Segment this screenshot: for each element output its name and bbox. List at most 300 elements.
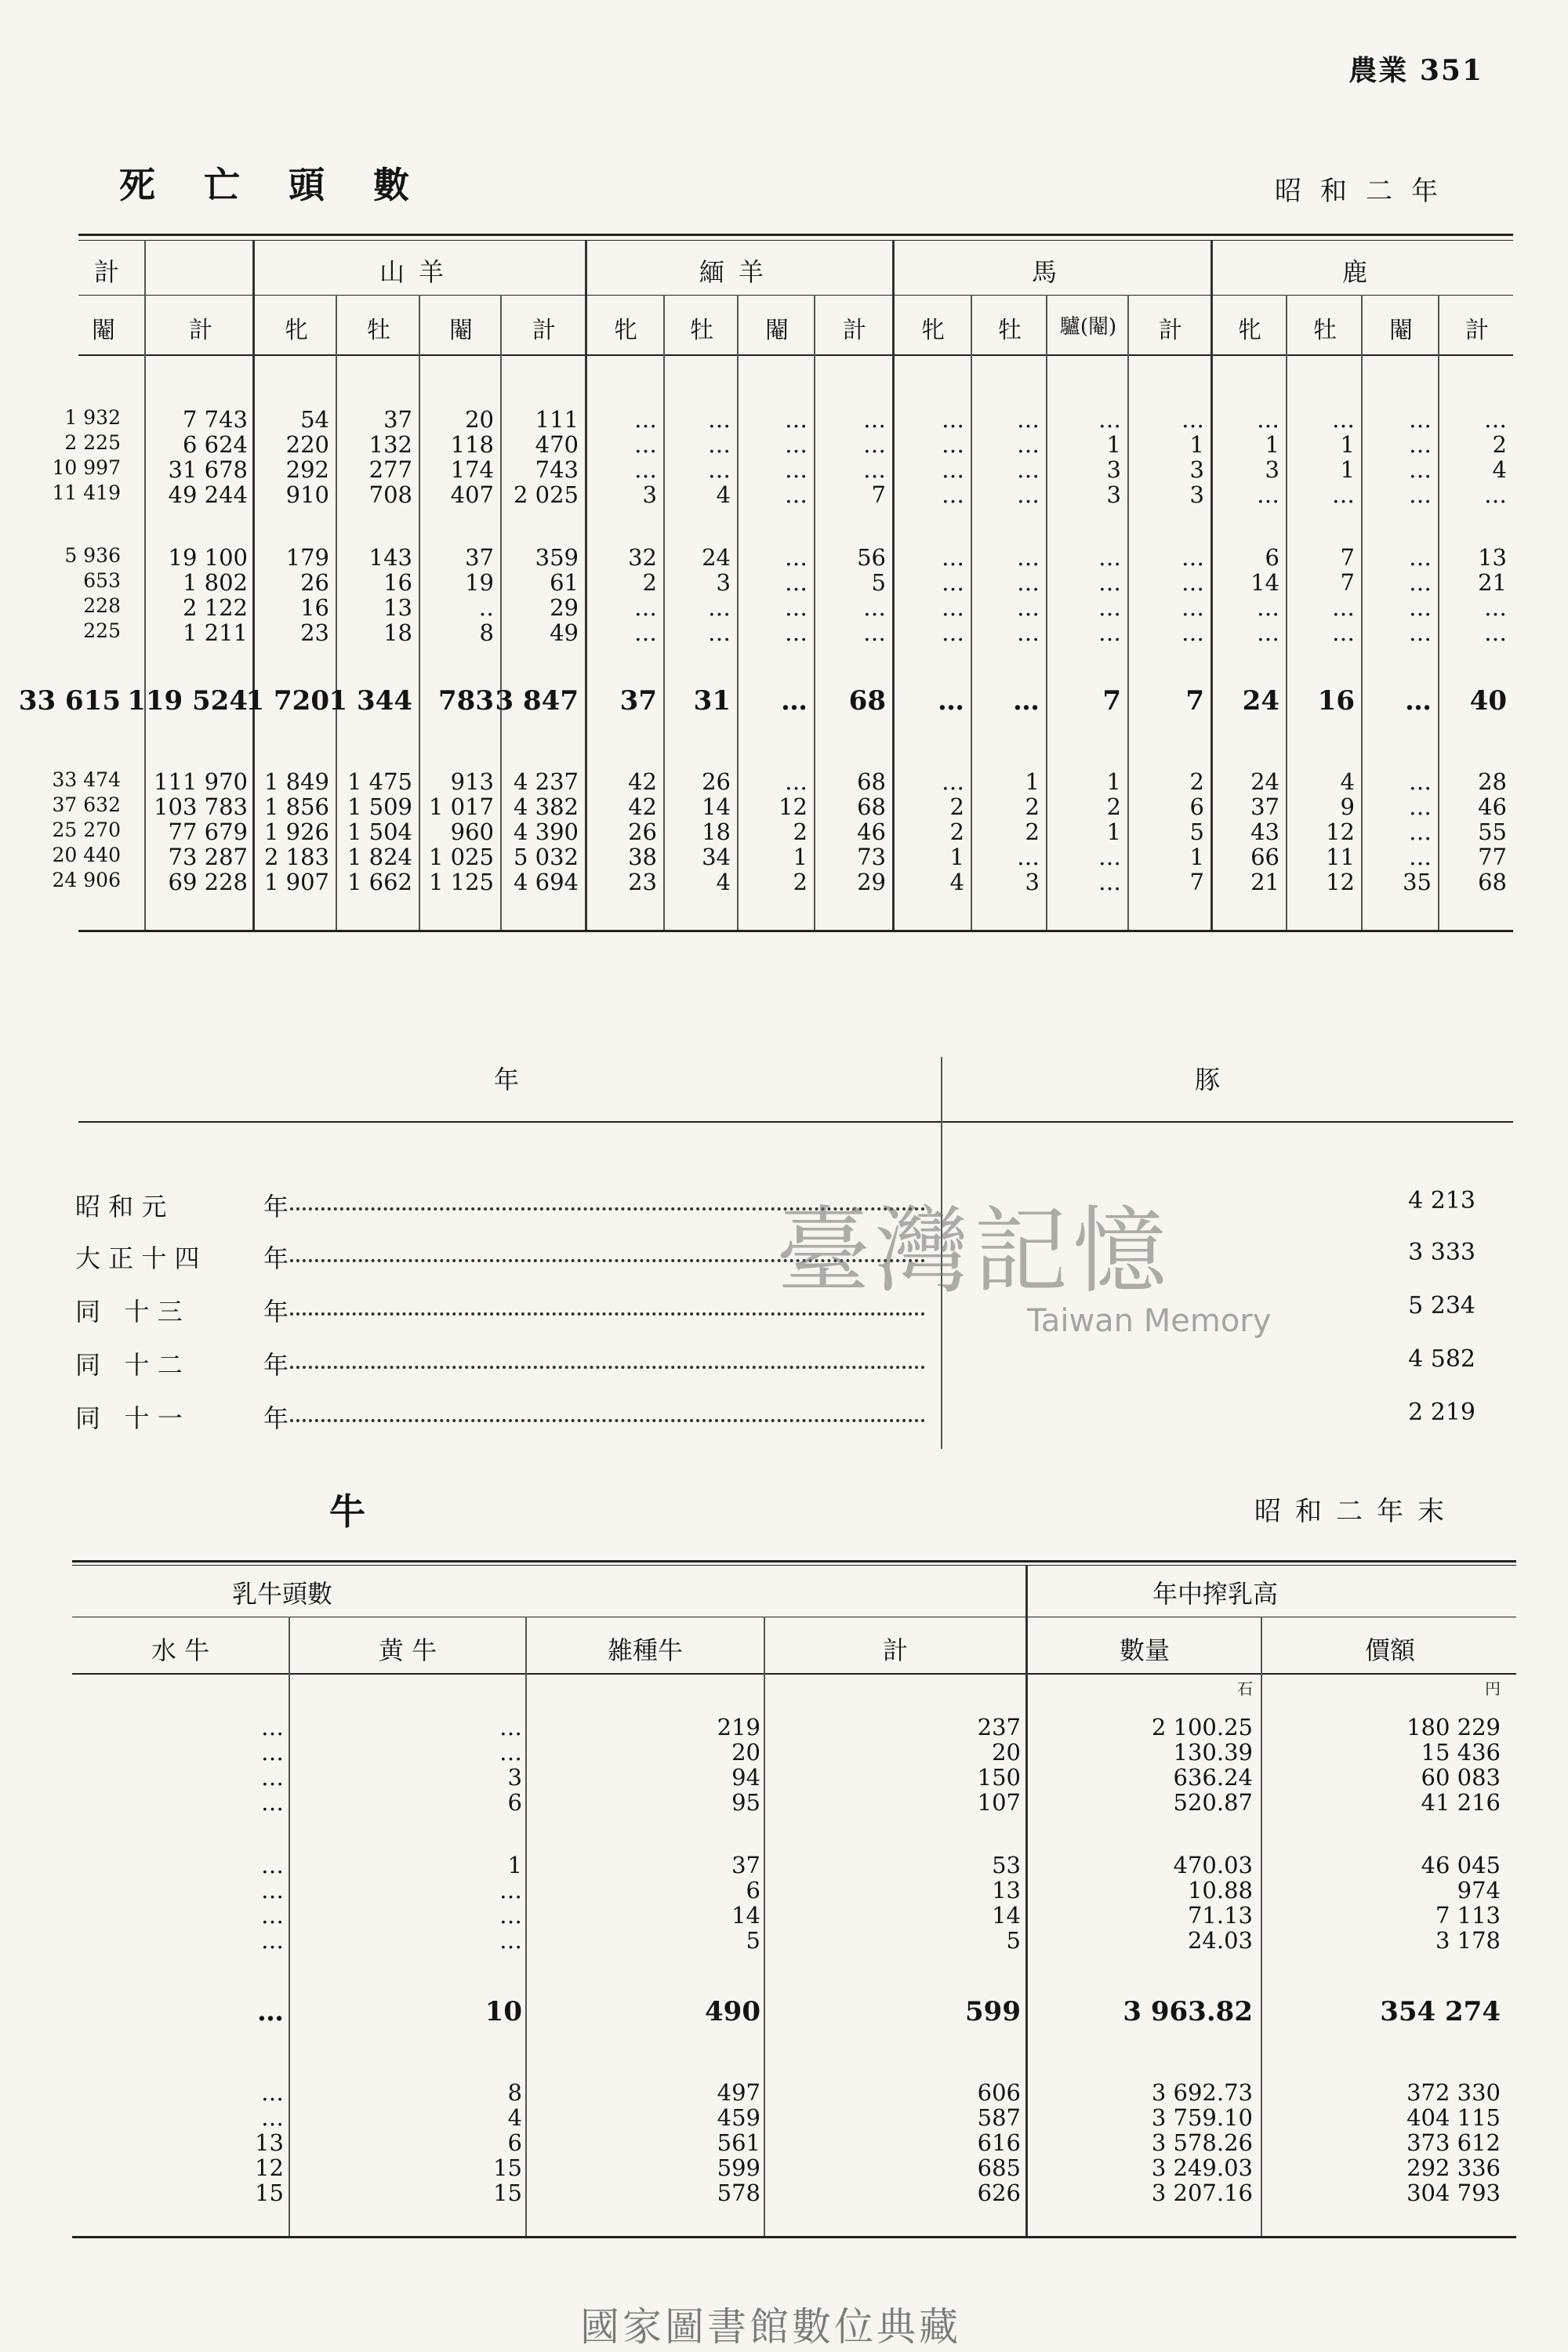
deaths-sub-header: 牡 — [367, 317, 390, 344]
leader-dots — [290, 1419, 925, 1422]
deaths-cell: 1 856 — [263, 793, 329, 820]
deaths-group-header: 計 — [94, 257, 134, 287]
cattle-cell: 6 — [746, 1877, 760, 1904]
cattle-cell: 599 — [717, 2154, 760, 2181]
cattle-col-divider — [764, 1617, 765, 2236]
cattle-cell: 95 — [731, 1789, 760, 1816]
deaths-cell: 220 — [285, 431, 329, 458]
deaths-cell: 11 419 — [52, 481, 121, 504]
cattle-unit-label: 石 — [1237, 1679, 1253, 1698]
deaths-cell: … — [785, 594, 808, 621]
deaths-cell: … — [1181, 544, 1204, 571]
cattle-cell: 8 — [507, 2079, 522, 2106]
cattle-cell: 354 274 — [1380, 1996, 1501, 2027]
cattle-cell: 71.13 — [1187, 1902, 1253, 1929]
cattle-cell: 3 — [507, 1764, 522, 1791]
deaths-cell: 783 — [438, 685, 494, 717]
deaths-cell: 3 847 — [495, 685, 579, 717]
deaths-cell: 1 509 — [347, 793, 412, 820]
deaths-cell: 2 — [1189, 768, 1204, 795]
pig-col-year: 年 — [494, 1065, 520, 1094]
cattle-cell: 180 229 — [1406, 1714, 1501, 1740]
deaths-cell: 1 025 — [428, 844, 494, 870]
deaths-cell: … — [942, 406, 964, 433]
deaths-cell: 1 — [793, 844, 808, 870]
deaths-cell: 3 — [716, 569, 731, 596]
deaths-cell: … — [1409, 456, 1432, 483]
deaths-cell: 1 — [1189, 844, 1204, 870]
deaths-cell: 277 — [368, 456, 412, 483]
deaths-cell: … — [1017, 619, 1040, 646]
deaths-cell: … — [1017, 569, 1040, 596]
deaths-cell: … — [1013, 685, 1040, 717]
deaths-cell: 26 — [702, 768, 731, 795]
deaths-cell: … — [634, 406, 657, 433]
deaths-cell: 1 907 — [263, 869, 329, 895]
deaths-cell: 7 743 — [182, 406, 248, 433]
cattle-cell: … — [499, 1714, 522, 1740]
deaths-cell: 21 — [1478, 569, 1507, 596]
deaths-cell: … — [942, 456, 964, 483]
deaths-cell: ‥ — [478, 594, 494, 621]
deaths-cell: 31 — [693, 685, 731, 717]
deaths-cell: … — [938, 685, 964, 717]
deaths-sub-header: 計 — [189, 317, 212, 344]
cattle-cell: 470.03 — [1173, 1852, 1253, 1878]
deaths-cell: 23 — [628, 869, 657, 895]
deaths-cell: … — [1098, 869, 1121, 895]
deaths-cell: … — [1332, 619, 1355, 646]
deaths-cell: … — [785, 456, 808, 483]
deaths-sub-header: 牝 — [921, 317, 945, 344]
deaths-cell: 42 — [628, 768, 657, 795]
cattle-cell: 37 — [731, 1852, 760, 1878]
cattle-col-divider — [289, 1617, 290, 2236]
deaths-cell: 179 — [285, 544, 329, 571]
deaths-cell: 4 — [716, 481, 731, 508]
deaths-cell: 28 — [1478, 768, 1507, 795]
cattle-cell: 6 — [507, 2129, 522, 2156]
deaths-sub-header: 計 — [532, 317, 556, 344]
deaths-cell: 3 — [1189, 481, 1204, 508]
deaths-cell: 653 — [83, 569, 121, 592]
deaths-cell: … — [1017, 844, 1040, 870]
deaths-cell: 55 — [1478, 818, 1507, 845]
cattle-cell: 561 — [717, 2129, 760, 2156]
deaths-cell: 1 344 — [328, 685, 412, 717]
deaths-cell: 7 — [1189, 869, 1204, 895]
cattle-cell: 15 — [493, 2180, 522, 2206]
deaths-cell: 4 237 — [513, 768, 579, 795]
deaths-cell: … — [781, 685, 808, 717]
deaths-col-divider — [1438, 295, 1439, 930]
deaths-cell: … — [1409, 406, 1432, 433]
deaths-cell: 1 — [1106, 431, 1121, 458]
deaths-cell: 1 — [1025, 768, 1040, 795]
deaths-col-divider — [971, 295, 972, 930]
deaths-cell: 103 783 — [154, 793, 248, 820]
cattle-cell: 14 — [731, 1902, 760, 1929]
deaths-cell: 1 017 — [428, 793, 494, 820]
deaths-cell: … — [785, 431, 808, 458]
cattle-bottom-rule — [72, 2236, 1516, 2238]
cattle-cell: 685 — [977, 2154, 1021, 2181]
deaths-cell: 12 — [779, 793, 808, 820]
pig-year-suffix: 年 — [263, 1297, 289, 1327]
cattle-cell: 3 578.26 — [1151, 2129, 1253, 2156]
deaths-cell: 10 997 — [52, 456, 121, 479]
deaths-cell: 26 — [300, 569, 329, 596]
deaths-cell: 4 390 — [513, 818, 579, 845]
deaths-cell: 73 287 — [168, 844, 248, 870]
deaths-cell: 407 — [450, 481, 494, 508]
deaths-cell: 16 — [383, 569, 412, 596]
deaths-cell: … — [708, 406, 731, 433]
deaths-cell: 23 — [300, 619, 329, 646]
deaths-cell: 1 — [1340, 431, 1355, 458]
pig-count: 4 582 — [1408, 1345, 1475, 1373]
cattle-left-header: 乳牛頭數 — [231, 1579, 332, 1609]
cattle-cell: … — [261, 1764, 284, 1791]
deaths-cell: 20 440 — [52, 844, 121, 866]
deaths-cell: 12 — [1326, 869, 1355, 895]
deaths-cell: 5 — [871, 569, 886, 596]
deaths-sub-header: 牝 — [614, 317, 637, 344]
deaths-cell: 7 — [1340, 569, 1355, 596]
deaths-cell: 73 — [857, 844, 886, 870]
pig-year-label: 同 十 一 — [75, 1403, 183, 1433]
deaths-cell: … — [634, 431, 657, 458]
deaths-cell: 29 — [550, 594, 579, 621]
deaths-cell: 24 — [1250, 768, 1279, 795]
deaths-cell: 119 524 — [127, 685, 248, 717]
deaths-cell: 6 624 — [182, 431, 248, 458]
cattle-cell: 15 436 — [1421, 1739, 1501, 1766]
deaths-cell: 37 632 — [52, 793, 121, 816]
cattle-cell: 24.03 — [1187, 1927, 1253, 1954]
cattle-cell: 20 — [992, 1739, 1021, 1766]
deaths-cell: 77 679 — [168, 818, 248, 845]
cattle-cell: … — [499, 1902, 522, 1929]
cattle-cell: 3 249.03 — [1151, 2154, 1253, 2181]
deaths-cell: … — [1181, 594, 1204, 621]
deaths-cell: 910 — [285, 481, 329, 508]
deaths-sub-header: 計 — [843, 317, 866, 344]
deaths-cell: 4 694 — [513, 869, 579, 895]
deaths-cell: … — [1098, 569, 1121, 596]
deaths-col-divider — [1361, 295, 1363, 930]
deaths-cell: … — [1181, 569, 1204, 596]
cattle-col-header: 雑種牛 — [607, 1635, 683, 1665]
cattle-top-rule — [72, 1560, 1516, 1563]
running-head — [1348, 49, 1483, 89]
deaths-cell: … — [785, 768, 808, 795]
deaths-cell: 225 — [83, 619, 121, 642]
cattle-cell: 520.87 — [1173, 1789, 1253, 1816]
pig-year-suffix: 年 — [263, 1243, 289, 1273]
cattle-cell: 13 — [992, 1877, 1021, 1904]
deaths-cell: 4 — [716, 869, 731, 895]
deaths-cell: 3 — [1189, 456, 1204, 483]
deaths-cell: 1 720 — [245, 685, 329, 717]
cattle-cell: 46 045 — [1421, 1852, 1501, 1878]
deaths-cell: 2 225 — [64, 431, 121, 454]
deaths-cell: 32 — [628, 544, 657, 571]
deaths-cell: 2 — [1025, 793, 1040, 820]
deaths-cell: 1 125 — [428, 869, 494, 895]
deaths-cell: 20 — [465, 406, 494, 433]
section-name: 農業 — [1348, 54, 1409, 87]
cattle-cell: 10 — [485, 1996, 522, 2027]
deaths-cell: 69 228 — [168, 869, 248, 895]
deaths-cell: … — [942, 481, 964, 508]
deaths-cell: 2 — [1106, 793, 1121, 820]
cattle-cell: … — [261, 2104, 284, 2131]
cattle-cell: 237 — [977, 1714, 1021, 1740]
deaths-cell: 61 — [550, 569, 579, 596]
cattle-cell: 292 336 — [1406, 2154, 1501, 2181]
cattle-cell: … — [261, 1902, 284, 1929]
deaths-group-header: 鹿 — [1341, 257, 1381, 287]
page-number: 351 — [1419, 54, 1483, 87]
deaths-cell: 24 — [1242, 685, 1279, 717]
cattle-cell: 60 083 — [1421, 1764, 1501, 1791]
deaths-cell: … — [1098, 619, 1121, 646]
deaths-col-divider — [1286, 295, 1287, 930]
deaths-cell: … — [1409, 793, 1432, 820]
footer-credit: 國家圖書館數位典藏 — [580, 2304, 961, 2350]
pig-year-label: 大 正 十 四 — [75, 1243, 200, 1273]
deaths-cell: 24 — [702, 544, 731, 571]
deaths-cell: … — [708, 431, 731, 458]
deaths-cell: 2 — [1492, 431, 1507, 458]
deaths-cell: 1 849 — [263, 768, 329, 795]
deaths-cell: 13 — [383, 594, 412, 621]
deaths-cell: … — [785, 406, 808, 433]
cattle-col-header: 計 — [882, 1635, 908, 1665]
deaths-cell: 1 — [1106, 818, 1121, 845]
deaths-cell: 743 — [535, 456, 579, 483]
deaths-cell: 43 — [1250, 818, 1279, 845]
pig-count: 5 234 — [1408, 1292, 1475, 1319]
deaths-cell: … — [1332, 406, 1355, 433]
deaths-cell: 2 183 — [263, 844, 329, 870]
cattle-cell: 304 793 — [1406, 2180, 1501, 2206]
deaths-cell: 49 — [550, 619, 579, 646]
deaths-cell: … — [1181, 406, 1204, 433]
deaths-cell: … — [863, 619, 886, 646]
deaths-cell: 38 — [628, 844, 657, 870]
deaths-cell: 49 244 — [168, 481, 248, 508]
deaths-cell: 708 — [368, 481, 412, 508]
deaths-cell: 54 — [300, 406, 329, 433]
deaths-sub-header: 驢(閹) — [1059, 315, 1117, 339]
cattle-cell: … — [257, 1996, 284, 2027]
deaths-cell: 132 — [368, 431, 412, 458]
cattle-cell: 20 — [731, 1739, 760, 1766]
cattle-cell: 599 — [965, 1996, 1021, 2027]
deaths-cell: 46 — [857, 818, 886, 845]
deaths-cell: … — [1409, 818, 1432, 845]
deaths-cell: 19 100 — [168, 544, 248, 571]
deaths-cell: … — [942, 569, 964, 596]
cattle-era: 昭和二年末 — [1254, 1496, 1458, 1527]
cattle-cell: … — [499, 1927, 522, 1954]
cattle-cell: 3 963.82 — [1123, 1996, 1253, 2027]
deaths-cell: 18 — [383, 619, 412, 646]
cattle-cell: … — [261, 1877, 284, 1904]
pig-year-suffix: 年 — [263, 1403, 289, 1433]
cattle-cell: 219 — [717, 1714, 760, 1740]
deaths-cell: … — [863, 594, 886, 621]
cattle-col-header: 價額 — [1364, 1635, 1415, 1665]
deaths-cell: … — [1409, 844, 1432, 870]
deaths-cell: 2 — [793, 869, 808, 895]
deaths-sub-header: 閹 — [1389, 317, 1413, 344]
deaths-cell: 5 032 — [513, 844, 579, 870]
deaths-col-divider — [1046, 295, 1047, 930]
deaths-cell: 292 — [285, 456, 329, 483]
deaths-cell: 25 270 — [52, 818, 121, 841]
cattle-cell: 15 — [255, 2180, 284, 2206]
deaths-cell: … — [942, 431, 964, 458]
deaths-cell: 3 — [1025, 869, 1040, 895]
cattle-cell: 497 — [717, 2079, 760, 2106]
deaths-cell: … — [785, 544, 808, 571]
deaths-cell: 1 — [1340, 456, 1355, 483]
pig-header-rule — [78, 1121, 1513, 1123]
deaths-cell: 1 662 — [347, 869, 412, 895]
deaths-cell: 68 — [857, 768, 886, 795]
deaths-cell: 1 — [1106, 768, 1121, 795]
deaths-cell: 24 906 — [52, 869, 121, 891]
deaths-col-divider — [663, 295, 665, 930]
deaths-cell: 1 475 — [347, 768, 412, 795]
cattle-cell: 53 — [992, 1852, 1021, 1878]
deaths-col-divider — [500, 295, 502, 930]
bottom-rule — [78, 930, 1513, 932]
deaths-cell: … — [1257, 594, 1279, 621]
deaths-era: 昭和二年 — [1275, 176, 1457, 207]
cattle-cell: 606 — [977, 2079, 1021, 2106]
deaths-cell: … — [1332, 594, 1355, 621]
cattle-cell: 5 — [746, 1927, 760, 1954]
cattle-unit-label: 円 — [1485, 1679, 1501, 1698]
deaths-cell: 77 — [1478, 844, 1507, 870]
cattle-col-divider — [1261, 1617, 1262, 2236]
deaths-cell: … — [1181, 619, 1204, 646]
deaths-cell: 4 382 — [513, 793, 579, 820]
deaths-cell: … — [942, 594, 964, 621]
deaths-cell: 7 — [1185, 685, 1204, 717]
cattle-cell: 2 100.25 — [1151, 1714, 1253, 1740]
deaths-sub-header: 閹 — [92, 317, 115, 344]
deaths-cell: 4 — [1340, 768, 1355, 795]
deaths-cell: 960 — [450, 818, 494, 845]
deaths-cell: 16 — [300, 594, 329, 621]
deaths-cell: 470 — [535, 431, 579, 458]
deaths-cell: … — [863, 431, 886, 458]
deaths-sub-header: 牡 — [1313, 317, 1337, 344]
deaths-cell: … — [1017, 431, 1040, 458]
deaths-cell: 37 — [1250, 793, 1279, 820]
cattle-cell: 1 — [507, 1852, 522, 1878]
deaths-cell: … — [708, 456, 731, 483]
deaths-cell: 118 — [450, 431, 494, 458]
deaths-cell: … — [1484, 406, 1507, 433]
deaths-cell: 1 — [1189, 431, 1204, 458]
deaths-cell: … — [1409, 619, 1432, 646]
deaths-sub-header: 閹 — [765, 317, 789, 344]
top-rule — [78, 234, 1513, 236]
deaths-cell: 111 — [535, 406, 579, 433]
pig-year-suffix: 年 — [263, 1192, 289, 1221]
deaths-cell: 42 — [628, 793, 657, 820]
deaths-cell: 26 — [628, 818, 657, 845]
deaths-cell: 11 — [1326, 844, 1355, 870]
deaths-cell: 68 — [1478, 869, 1507, 895]
deaths-cell: 29 — [857, 869, 886, 895]
deaths-cell: 1 824 — [347, 844, 412, 870]
deaths-cell: 16 — [1317, 685, 1355, 717]
deaths-cell: … — [1484, 481, 1507, 508]
cattle-col-divider — [1025, 1565, 1028, 2236]
group-rule — [78, 295, 1513, 296]
cattle-cell: 130.39 — [1173, 1739, 1253, 1766]
deaths-cell: 5 936 — [64, 544, 121, 567]
deaths-cell: 66 — [1250, 844, 1279, 870]
deaths-cell: 2 025 — [513, 481, 579, 508]
cattle-cell: 5 — [1006, 1927, 1021, 1954]
deaths-cell: 31 678 — [168, 456, 248, 483]
deaths-cell: 37 — [383, 406, 412, 433]
deaths-cell: 21 — [1250, 869, 1279, 895]
cattle-cell: 107 — [977, 1789, 1021, 1816]
deaths-cell: 8 — [479, 619, 494, 646]
cattle-cell: 459 — [717, 2104, 760, 2131]
deaths-cell: … — [1409, 594, 1432, 621]
deaths-cell: 46 — [1478, 793, 1507, 820]
deaths-cell: … — [1484, 619, 1507, 646]
deaths-cell: 14 — [1250, 569, 1279, 596]
deaths-cell: … — [863, 406, 886, 433]
deaths-cell: … — [785, 481, 808, 508]
deaths-cell: 68 — [857, 793, 886, 820]
pig-year-label: 昭 和 元 — [75, 1192, 167, 1221]
cattle-cell: 7 113 — [1435, 1902, 1501, 1929]
deaths-cell: 3 — [1106, 481, 1121, 508]
deaths-cell: 174 — [450, 456, 494, 483]
cattle-cell: 6 — [507, 1789, 522, 1816]
deaths-cell: … — [942, 544, 964, 571]
cattle-cell: 490 — [705, 1996, 760, 2027]
deaths-cell: … — [942, 619, 964, 646]
deaths-cell: 4 — [949, 869, 964, 895]
deaths-cell: … — [1257, 406, 1279, 433]
deaths-sub-header: 牡 — [690, 317, 713, 344]
deaths-title: 死亡頭數 — [119, 164, 458, 206]
deaths-cell: … — [785, 619, 808, 646]
deaths-cell: 9 — [1340, 793, 1355, 820]
deaths-cell: … — [1332, 481, 1355, 508]
deaths-cell: … — [1409, 431, 1432, 458]
deaths-cell: 1 — [949, 844, 964, 870]
cattle-cell: 373 612 — [1406, 2129, 1501, 2156]
cattle-col-header: 數量 — [1119, 1635, 1170, 1665]
cattle-col-header: 黄 牛 — [378, 1635, 437, 1665]
cattle-cell: 587 — [977, 2104, 1021, 2131]
deaths-cell: … — [634, 594, 657, 621]
